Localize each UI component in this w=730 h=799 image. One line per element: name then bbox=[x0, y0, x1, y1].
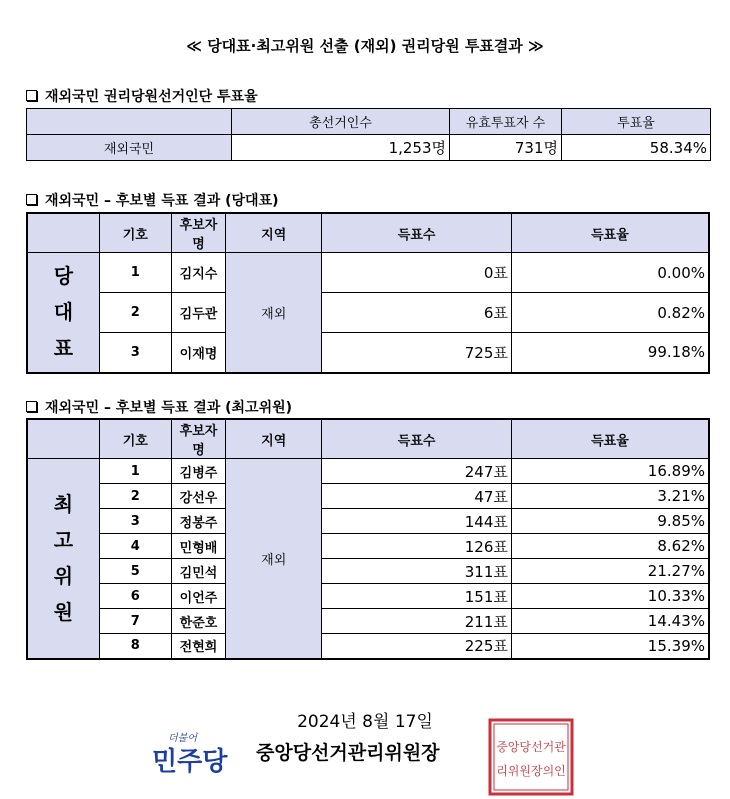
header-rate: 득표율 bbox=[511, 213, 709, 253]
table-header-row bbox=[27, 419, 709, 459]
section-title-leader bbox=[26, 190, 279, 210]
side-label-char: 원 bbox=[53, 600, 74, 625]
table-row bbox=[27, 135, 711, 161]
candidate-number: 7 bbox=[99, 609, 171, 634]
organization-name: 중앙당선거관리위원장 bbox=[256, 742, 440, 764]
vote-rate: 3.21% bbox=[511, 484, 709, 509]
header-number: 기호 bbox=[99, 213, 171, 253]
logo-main-text: 민주당 bbox=[152, 747, 228, 774]
table-header-row bbox=[27, 109, 711, 135]
candidate-name: 김병주 bbox=[171, 459, 225, 484]
side-label-leader bbox=[27, 253, 99, 373]
candidate-name: 이재명 bbox=[171, 333, 225, 373]
vote-rate: 8.62% bbox=[511, 534, 709, 559]
header-votes: 득표수 bbox=[322, 419, 512, 459]
candidate-name: 민형배 bbox=[171, 534, 225, 559]
table-row bbox=[27, 534, 709, 559]
vote-count: 225표 bbox=[322, 634, 512, 659]
candidate-number: 1 bbox=[99, 253, 171, 293]
vote-count: 247표 bbox=[322, 459, 512, 484]
vote-rate: 9.85% bbox=[511, 509, 709, 534]
vote-rate: 16.89% bbox=[511, 459, 709, 484]
header-cell-empty bbox=[27, 419, 99, 459]
candidate-number: 5 bbox=[99, 559, 171, 584]
side-label-char: 표 bbox=[53, 336, 74, 361]
candidate-name: 이언주 bbox=[171, 584, 225, 609]
candidate-number: 3 bbox=[99, 509, 171, 534]
valid-voters-value: 731명 bbox=[450, 135, 562, 161]
candidate-number: 3 bbox=[99, 333, 171, 373]
vote-rate: 10.33% bbox=[511, 584, 709, 609]
candidate-number: 4 bbox=[99, 534, 171, 559]
section-title-council bbox=[26, 397, 292, 417]
official-seal bbox=[487, 717, 575, 797]
council-results-table bbox=[26, 418, 710, 660]
vote-count: 0표 bbox=[322, 253, 512, 293]
header-rate: 득표율 bbox=[511, 419, 709, 459]
section-title-text: 재외국민 – 후보별 득표 결과 (최고위원) bbox=[45, 400, 293, 416]
vote-rate: 0.00% bbox=[511, 253, 709, 293]
side-label-char: 위 bbox=[53, 564, 74, 589]
vote-count: 151표 bbox=[322, 584, 512, 609]
vote-count: 144표 bbox=[322, 509, 512, 534]
checkbox-bullet-icon bbox=[26, 194, 37, 205]
section-title-text: 재외국민 – 후보별 득표 결과 (당대표) bbox=[45, 193, 279, 209]
header-total-voters: 총선거인수 bbox=[232, 109, 450, 135]
region-cell: 재외 bbox=[226, 459, 322, 659]
header-votes: 득표수 bbox=[322, 213, 512, 253]
table-row bbox=[27, 333, 709, 373]
table-row bbox=[27, 609, 709, 634]
header-number: 기호 bbox=[99, 419, 171, 459]
seal-text-line: 리위원장의인 bbox=[496, 764, 566, 778]
header-region: 지역 bbox=[226, 419, 322, 459]
header-candidate: 후보자명 bbox=[171, 213, 225, 253]
table-row bbox=[27, 509, 709, 534]
candidate-number: 1 bbox=[99, 459, 171, 484]
header-region: 지역 bbox=[226, 213, 322, 253]
candidate-name: 김민석 bbox=[171, 559, 225, 584]
header-turnout-rate: 투표율 bbox=[562, 109, 711, 135]
side-label-char: 대 bbox=[53, 300, 74, 325]
table-row bbox=[27, 459, 709, 484]
header-valid-voters: 유효투표자 수 bbox=[450, 109, 562, 135]
section-title-text: 재외국민 권리당원선거인단 투표율 bbox=[45, 89, 258, 105]
table-row bbox=[27, 253, 709, 293]
candidate-name: 전현희 bbox=[171, 634, 225, 659]
party-logo bbox=[150, 728, 242, 774]
checkbox-bullet-icon bbox=[26, 90, 37, 101]
table-row bbox=[27, 584, 709, 609]
vote-rate: 0.82% bbox=[511, 293, 709, 333]
vote-count: 725표 bbox=[322, 333, 512, 373]
vote-rate: 14.43% bbox=[511, 609, 709, 634]
candidate-number: 2 bbox=[99, 484, 171, 509]
table-row bbox=[27, 293, 709, 333]
side-label-council bbox=[27, 459, 99, 659]
side-label-char: 고 bbox=[53, 528, 74, 553]
side-label-char: 당 bbox=[53, 264, 74, 289]
table-row bbox=[27, 634, 709, 659]
seal-text-line: 중앙당선거관 bbox=[496, 740, 566, 754]
vote-rate: 15.39% bbox=[511, 634, 709, 659]
turnout-table bbox=[26, 108, 711, 161]
section-title-turnout bbox=[26, 86, 258, 106]
candidate-name: 김지수 bbox=[171, 253, 225, 293]
vote-rate: 99.18% bbox=[511, 333, 709, 373]
row-label: 재외국민 bbox=[27, 135, 232, 161]
table-header-row bbox=[27, 213, 709, 253]
side-label-char: 최 bbox=[53, 492, 74, 517]
table-row bbox=[27, 559, 709, 584]
header-cell-empty bbox=[27, 213, 99, 253]
leader-results-table bbox=[26, 212, 710, 374]
candidate-name: 정봉주 bbox=[171, 509, 225, 534]
total-voters-value: 1,253명 bbox=[232, 135, 450, 161]
candidate-name: 한준호 bbox=[171, 609, 225, 634]
vote-count: 6표 bbox=[322, 293, 512, 333]
vote-count: 47표 bbox=[322, 484, 512, 509]
candidate-number: 2 bbox=[99, 293, 171, 333]
header-cell-empty bbox=[27, 109, 232, 135]
table-row bbox=[27, 484, 709, 509]
candidate-name: 강선우 bbox=[171, 484, 225, 509]
logo-small-text: 더불어 bbox=[168, 733, 197, 744]
checkbox-bullet-icon bbox=[26, 401, 37, 412]
page-title: ≪ 당대표·최고위원 선출 (재외) 권리당원 투표결과 ≫ bbox=[186, 37, 544, 55]
vote-rate: 21.27% bbox=[511, 559, 709, 584]
vote-count: 211표 bbox=[322, 609, 512, 634]
header-candidate: 후보자명 bbox=[171, 419, 225, 459]
region-cell: 재외 bbox=[226, 253, 322, 373]
candidate-number: 6 bbox=[99, 584, 171, 609]
vote-count: 311표 bbox=[322, 559, 512, 584]
issue-date: 2024년 8월 17일 bbox=[297, 712, 433, 732]
candidate-number: 8 bbox=[99, 634, 171, 659]
turnout-rate-value: 58.34% bbox=[562, 135, 711, 161]
candidate-name: 김두관 bbox=[171, 293, 225, 333]
vote-count: 126표 bbox=[322, 534, 512, 559]
